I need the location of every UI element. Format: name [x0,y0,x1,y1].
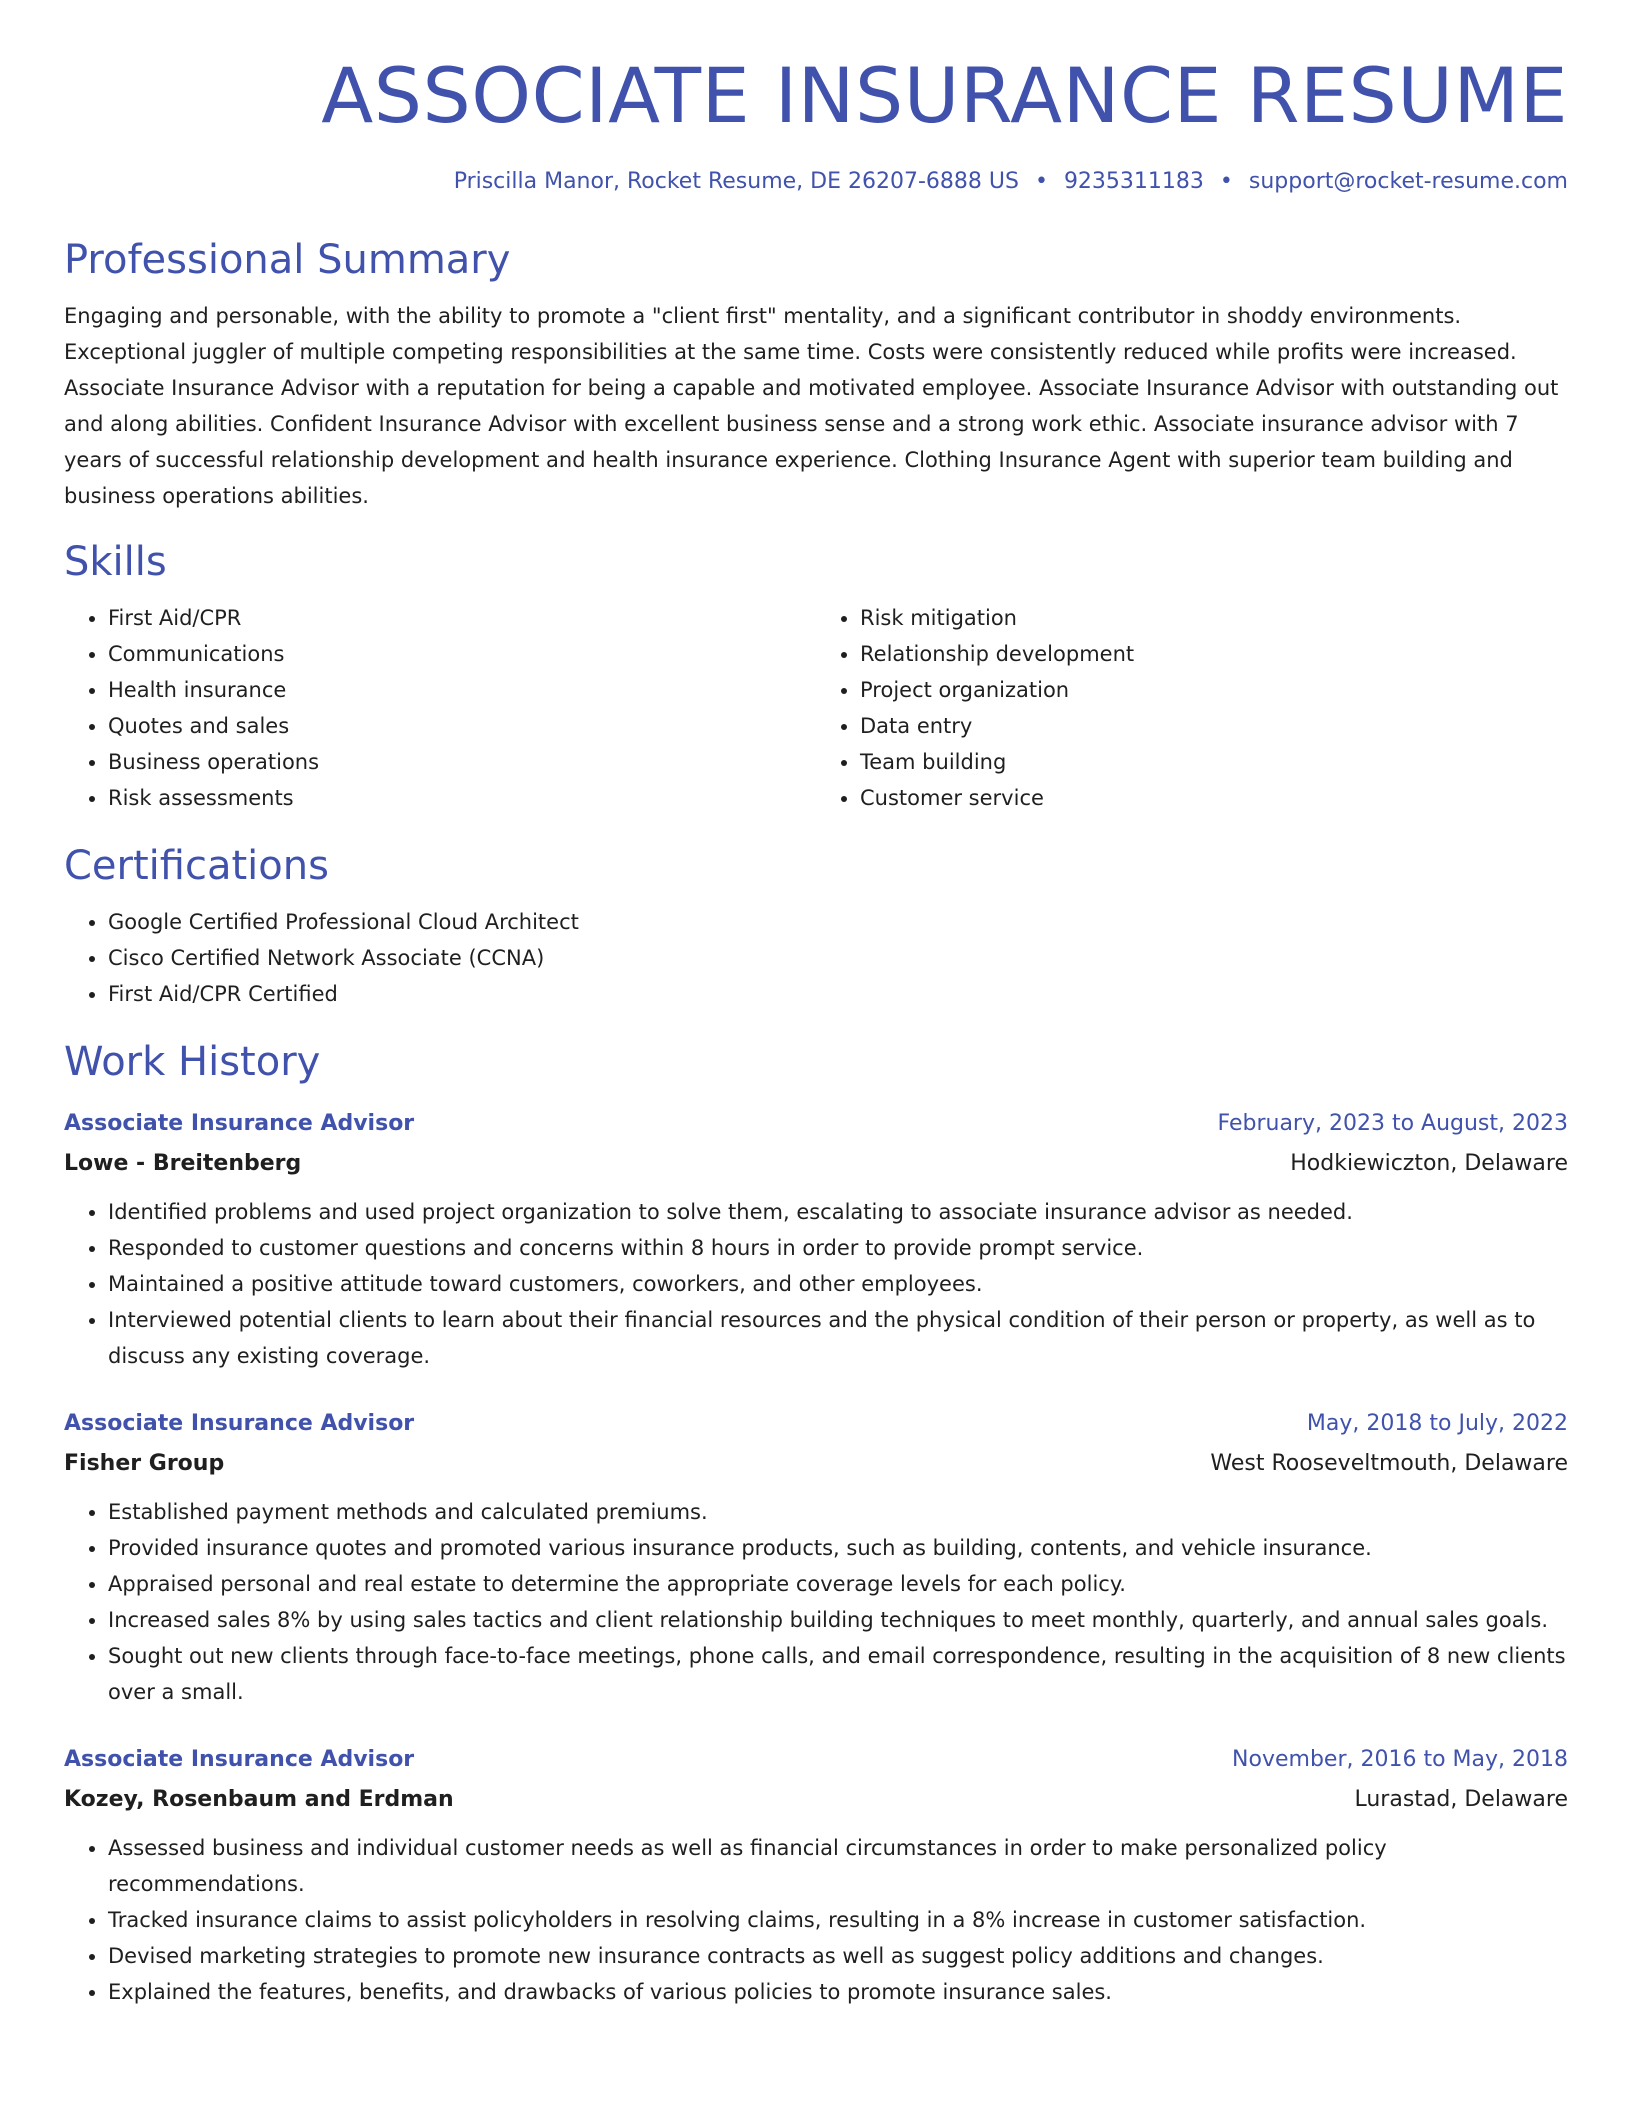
resume-title: ASSOCIATE INSURANCE RESUME [321,51,1568,140]
job-title-row [64,1404,1568,1444]
job-bullet: • Devised marketing strategies to promote new insurance contracts as well as suggest policy additions and changes. [108,1938,1568,1974]
job-dates: February, 2023 to August, 2023 [1217,1111,1568,1137]
job-bullet: • Responded to customer questions and concerns within 8 hours in order to provide prompt service. [108,1230,1568,1266]
skills-columns [64,600,1568,816]
summary-text: Engaging and personable, with the ability to promote a "client first" mentality, and a significant contributor in shoddy environments. Exceptional juggler of multiple competing responsibilities at the same time. Costs were consistently reduced while profits were increased. Associate Insurance Advisor with a reputation for being a capable and motivated employee. Associate Insurance Advisor with outstanding out and along abilities. Confident Insurance Advisor with excellent business sense and a strong work ethic. Associate insurance advisor with 7 years of successful relationship development and health insurance experience. Clothing Insurance Agent with superior team building and business operations abilities. [64,304,1559,509]
skill-item: • Business operations [108,744,816,780]
job-bullets [64,1194,1568,1374]
job-company: Lowe - Breitenberg [64,1151,302,1177]
job-bullet: • Explained the features, benefits, and drawbacks of various policies to promote insurance sales. [108,1974,1568,2010]
job-dates: May, 2018 to July, 2022 [1306,1411,1568,1437]
job-entry [64,1740,1568,2010]
job-company-row [64,1780,1568,1820]
contact-email[interactable]: support@rocket-resume.com [1248,169,1568,195]
contact-phone: 9235311183 [1063,169,1204,195]
job-bullet: • Established payment methods and calculated premiums. [108,1494,1568,1530]
job-company: Kozey, Rosenbaum and Erdman [64,1787,454,1813]
job-dates: November, 2016 to May, 2018 [1232,1747,1568,1773]
job-entry [64,1104,1568,1374]
skill-item: • Risk assessments [108,780,816,816]
work-history-heading: Work History [64,1039,321,1086]
skills-list-left [64,600,816,816]
certifications-list [64,904,1568,1012]
job-bullets [64,1830,1568,2010]
job-company-row [64,1144,1568,1184]
certifications-heading: Certifications [64,843,329,890]
job-location: West Rooseveltmouth, Delaware [1210,1451,1568,1477]
summary-heading: Professional Summary [64,237,511,284]
job-title-row [64,1104,1568,1144]
skill-item: • Quotes and sales [108,708,816,744]
job-bullet: • Provided insurance quotes and promoted various insurance products, such as building, contents, and vehicle insurance. [108,1530,1568,1566]
certification-item: • First Aid/CPR Certified [108,976,1568,1012]
skill-item: • First Aid/CPR [108,600,816,636]
job-bullet: • Interviewed potential clients to learn about their financial resources and the physical condition of their person or property, as well as to discuss any existing coverage. [108,1302,1568,1374]
skills-heading: Skills [64,539,167,586]
job-bullet: • Identified problems and used project organization to solve them, escalating to associate insurance advisor as needed. [108,1194,1568,1230]
job-location: Hodkiewiczton, Delaware [1290,1151,1568,1177]
skill-item: • Health insurance [108,672,816,708]
skill-item: • Relationship development [860,636,1568,672]
skill-item: • Data entry [860,708,1568,744]
job-entry [64,1404,1568,1710]
job-bullets [64,1494,1568,1710]
certification-item: • Google Certified Professional Cloud Architect [108,904,1568,940]
contact-separator: • [1034,169,1048,195]
skill-item: • Customer service [860,780,1568,816]
skill-item: • Team building [860,744,1568,780]
job-bullet: • Increased sales 8% by using sales tactics and client relationship building techniques to meet monthly, quarterly, and annual sales goals. [108,1602,1568,1638]
job-location: Lurastad, Delaware [1354,1787,1568,1813]
job-bullet: • Maintained a positive attitude toward customers, coworkers, and other employees. [108,1266,1568,1302]
skill-item: • Risk mitigation [860,600,1568,636]
job-bullet: • Tracked insurance claims to assist policyholders in resolving claims, resulting in a 8% increase in customer satisfaction. [108,1902,1568,1938]
job-bullet: • Assessed business and individual customer needs as well as financial circumstances in order to make personalized policy recommendations. [108,1830,1568,1902]
job-title-row [64,1740,1568,1780]
skill-item: • Communications [108,636,816,672]
job-bullet: • Appraised personal and real estate to determine the appropriate coverage levels for each policy. [108,1566,1568,1602]
contact-separator: • [1219,169,1233,195]
job-company: Fisher Group [64,1451,225,1477]
job-title: Associate Insurance Advisor [64,1747,415,1773]
certification-item: • Cisco Certified Network Associate (CCNA) [108,940,1568,976]
contact-address: Priscilla Manor, Rocket Resume, DE 26207-6888 US [453,169,1019,195]
job-title: Associate Insurance Advisor [64,1411,415,1437]
contact-line [64,169,1568,194]
skills-list-right [816,600,1568,816]
skill-item: • Project organization [860,672,1568,708]
job-bullet: • Sought out new clients through face-to-face meetings, phone calls, and email correspondence, resulting in the acquisition of 8 new clients over a small. [108,1638,1568,1710]
job-title: Associate Insurance Advisor [64,1111,415,1137]
job-company-row [64,1444,1568,1484]
